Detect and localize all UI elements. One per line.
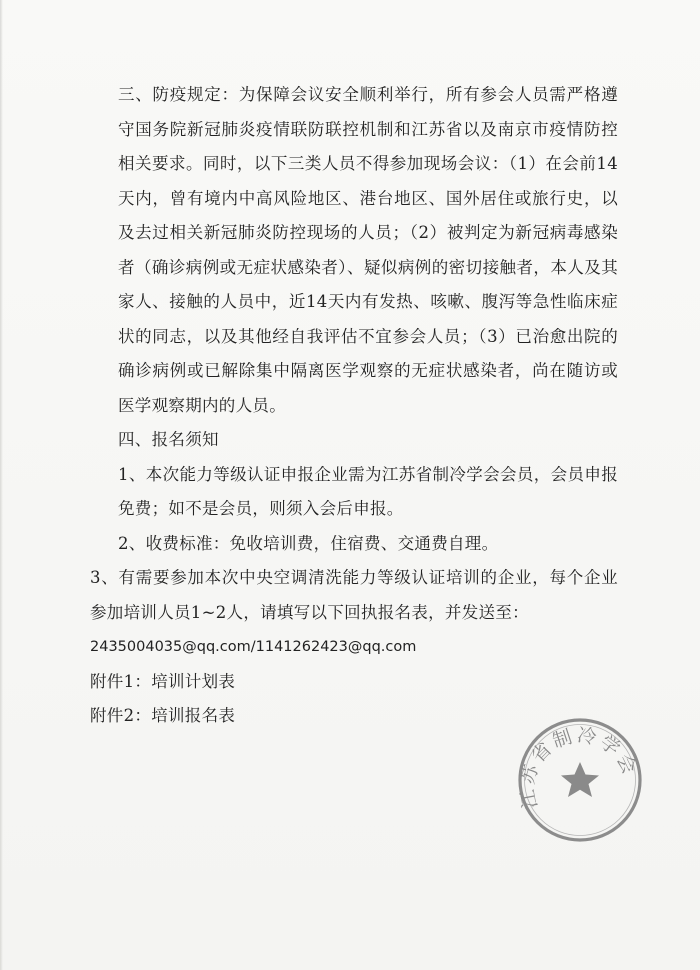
heading-registration: 四、报名须知 (118, 430, 219, 449)
seal-star (561, 762, 599, 797)
paragraph-registration-3: 3、有需要参加本次中央空调清洗能力等级认证培训的企业，每个企业参加培训人员1~2人，请填写以下回执报名表，并发送至： (90, 568, 618, 622)
attachment-1: 附件1：培训计划表 (90, 671, 236, 691)
paragraph-registration-1: 1、本次能力等级认证申报企业需为江苏省制冷学会会员，会员申报免费；如不是会员，则须入会后申报。 (118, 464, 618, 518)
document-body (90, 78, 618, 734)
scan-edge (0, 0, 3, 970)
paragraph-epidemic-rules: 三、防疫规定：为保障会议安全顺利举行，所有参会人员需严格遵守国务院新冠肺炎疫情联防联控机制和江苏省以及南京市疫情防控相关要求。同时，以下三类人员不得参加现场会议：（1）在会前14天内，曾有境内中高风险地区、港台地区、国外居住或旅行史，以及去过相关新冠肺炎防控现场的人员；（2）被判定为新冠病毒感染者（确诊病例或无症状感染者）、疑似病例的密切接触者，本人及其家人、接触的人员中，近14天内有发热、咳嗽、腹泻等急性临床症状的同志，以及其他经自我评估不宜参会人员；（3）已治愈出院的确诊病例或已解除集中隔离医学观察的无症状感染者，尚在随访或医学观察期内的人员。 (118, 85, 618, 415)
official-seal (516, 716, 644, 844)
paragraph-registration-2: 2、收费标准：免收培训费，住宿费、交通费自理。 (118, 533, 499, 553)
attachment-2: 附件2：培训报名表 (90, 706, 236, 725)
contact-email: 2435004035@qq.com/1141262423@qq.com (90, 639, 417, 655)
seal-text: 江苏省制冷学会 (516, 724, 642, 811)
